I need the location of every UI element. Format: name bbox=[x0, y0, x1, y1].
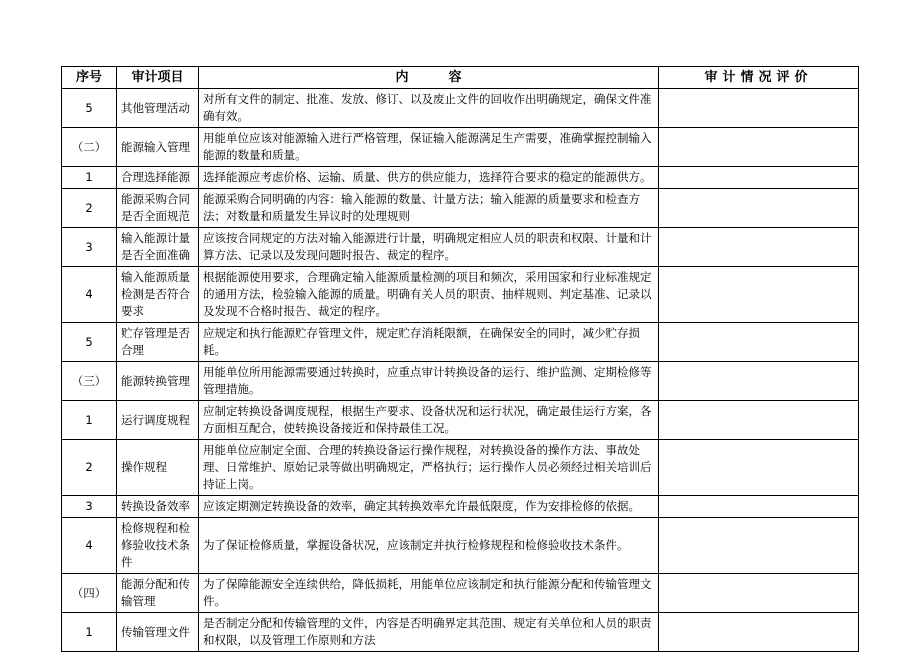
row-evaluation[interactable] bbox=[659, 440, 859, 496]
row-evaluation[interactable] bbox=[659, 613, 859, 652]
row-content: 对所有文件的制定、批准、发放、修订、以及废止文件的回收作出明确规定，确保文件准确有效。 bbox=[199, 89, 659, 128]
row-evaluation[interactable] bbox=[659, 89, 859, 128]
row-no: 1 bbox=[62, 167, 117, 189]
row-item: 能源采购合同是否全面规范 bbox=[117, 189, 199, 228]
row-evaluation[interactable] bbox=[659, 496, 859, 518]
row-content: 应该定期测定转换设备的效率，确定其转换效率允许最低限度，作为安排检修的依据。 bbox=[199, 496, 659, 518]
table-row bbox=[62, 89, 859, 128]
row-content: 为了保证检修质量，掌握设备状况，应该制定并执行检修规程和检修验收技术条件。 bbox=[199, 518, 659, 574]
row-no: 1 bbox=[62, 613, 117, 652]
table-row bbox=[62, 323, 859, 362]
header-evaluation: 审计情况评价 bbox=[659, 67, 859, 89]
row-no: 2 bbox=[62, 189, 117, 228]
row-evaluation[interactable] bbox=[659, 267, 859, 323]
table-row bbox=[62, 574, 859, 613]
row-item: 能源输入管理 bbox=[117, 128, 199, 167]
row-content: 能源采购合同明确的内容：输入能源的数量、计量方法；输入能源的质量要求和检查方法；对数量和质量发生异议时的处理规则 bbox=[199, 189, 659, 228]
row-evaluation[interactable] bbox=[659, 228, 859, 267]
row-content: 选择能源应考虑价格、运输、质量、供方的供应能力，选择符合要求的稳定的能源供方。 bbox=[199, 167, 659, 189]
table-row bbox=[62, 518, 859, 574]
row-no: 3 bbox=[62, 228, 117, 267]
row-content: 应该按合同规定的方法对输入能源进行计量，明确规定相应人员的职责和权限、计量和计算方法、记录以及发现问题时报告、裁定的程序。 bbox=[199, 228, 659, 267]
row-no: 1 bbox=[62, 401, 117, 440]
row-content: 为了保障能源安全连续供给，降低损耗，用能单位应该制定和执行能源分配和传输管理文件。 bbox=[199, 574, 659, 613]
table-header-row bbox=[62, 67, 859, 89]
row-no: 4 bbox=[62, 267, 117, 323]
row-item: 能源分配和传输管理 bbox=[117, 574, 199, 613]
row-content: 用能单位所用能源需要通过转换时，应重点审计转换设备的运行、维护监测、定期检修等管理措施。 bbox=[199, 362, 659, 401]
table-row bbox=[62, 128, 859, 167]
row-no: 5 bbox=[62, 323, 117, 362]
row-content: 是否制定分配和传输管理的文件，内容是否明确界定其范围、规定有关单位和人员的职责和权限，以及管理工作原则和方法 bbox=[199, 613, 659, 652]
row-content: 应制定转换设备调度规程，根据生产要求、设备状况和运行状况，确定最佳运行方案，各方面相互配合，使转换设备接近和保持最佳工况。 bbox=[199, 401, 659, 440]
row-evaluation[interactable] bbox=[659, 401, 859, 440]
table-row bbox=[62, 440, 859, 496]
row-no: 2 bbox=[62, 440, 117, 496]
table-row bbox=[62, 228, 859, 267]
table-row bbox=[62, 401, 859, 440]
table-row bbox=[62, 267, 859, 323]
row-no: （四） bbox=[62, 574, 117, 613]
row-item: 合理选择能源 bbox=[117, 167, 199, 189]
row-item: 运行调度规程 bbox=[117, 401, 199, 440]
row-no: 4 bbox=[62, 518, 117, 574]
row-content: 用能单位应制定全面、合理的转换设备运行操作规程，对转换设备的操作方法、事故处理、日常维护、原始记录等做出明确规定，严格执行；运行操作人员必须经过相关培训后持证上岗。 bbox=[199, 440, 659, 496]
row-no: 5 bbox=[62, 89, 117, 128]
row-content: 用能单位应该对能源输入进行严格管理，保证输入能源满足生产需要，准确掌握控制输入能源的数量和质量。 bbox=[199, 128, 659, 167]
table-row bbox=[62, 362, 859, 401]
row-content: 应规定和执行能源贮存管理文件，规定贮存消耗限额，在确保安全的同时，减少贮存损耗。 bbox=[199, 323, 659, 362]
row-item: 输入能源质量检测是否符合要求 bbox=[117, 267, 199, 323]
row-item: 能源转换管理 bbox=[117, 362, 199, 401]
row-evaluation[interactable] bbox=[659, 189, 859, 228]
row-item: 贮存管理是否合理 bbox=[117, 323, 199, 362]
row-evaluation[interactable] bbox=[659, 128, 859, 167]
table-row bbox=[62, 496, 859, 518]
row-evaluation[interactable] bbox=[659, 362, 859, 401]
row-content: 根据能源使用要求，合理确定输入能源质量检测的项目和频次，采用国家和行业标准规定的通用方法，检验输入能源的质量。明确有关人员的职责、抽样规则、判定基准、记录以及发现不合格时报告、裁定的程序。 bbox=[199, 267, 659, 323]
table-row bbox=[62, 613, 859, 652]
row-no: （三） bbox=[62, 362, 117, 401]
row-evaluation[interactable] bbox=[659, 323, 859, 362]
audit-table bbox=[61, 66, 859, 652]
header-content: 内容 bbox=[199, 67, 659, 89]
row-item: 传输管理文件 bbox=[117, 613, 199, 652]
row-evaluation[interactable] bbox=[659, 167, 859, 189]
row-item: 其他管理活动 bbox=[117, 89, 199, 128]
row-item: 输入能源计量是否全面准确 bbox=[117, 228, 199, 267]
row-item: 检修规程和检修验收技术条件 bbox=[117, 518, 199, 574]
header-item: 审计项目 bbox=[117, 67, 199, 89]
row-no: 3 bbox=[62, 496, 117, 518]
row-evaluation[interactable] bbox=[659, 574, 859, 613]
row-item: 操作规程 bbox=[117, 440, 199, 496]
table-row bbox=[62, 167, 859, 189]
row-no: （二） bbox=[62, 128, 117, 167]
table-row bbox=[62, 189, 859, 228]
header-no: 序号 bbox=[62, 67, 117, 89]
row-evaluation[interactable] bbox=[659, 518, 859, 574]
row-item: 转换设备效率 bbox=[117, 496, 199, 518]
